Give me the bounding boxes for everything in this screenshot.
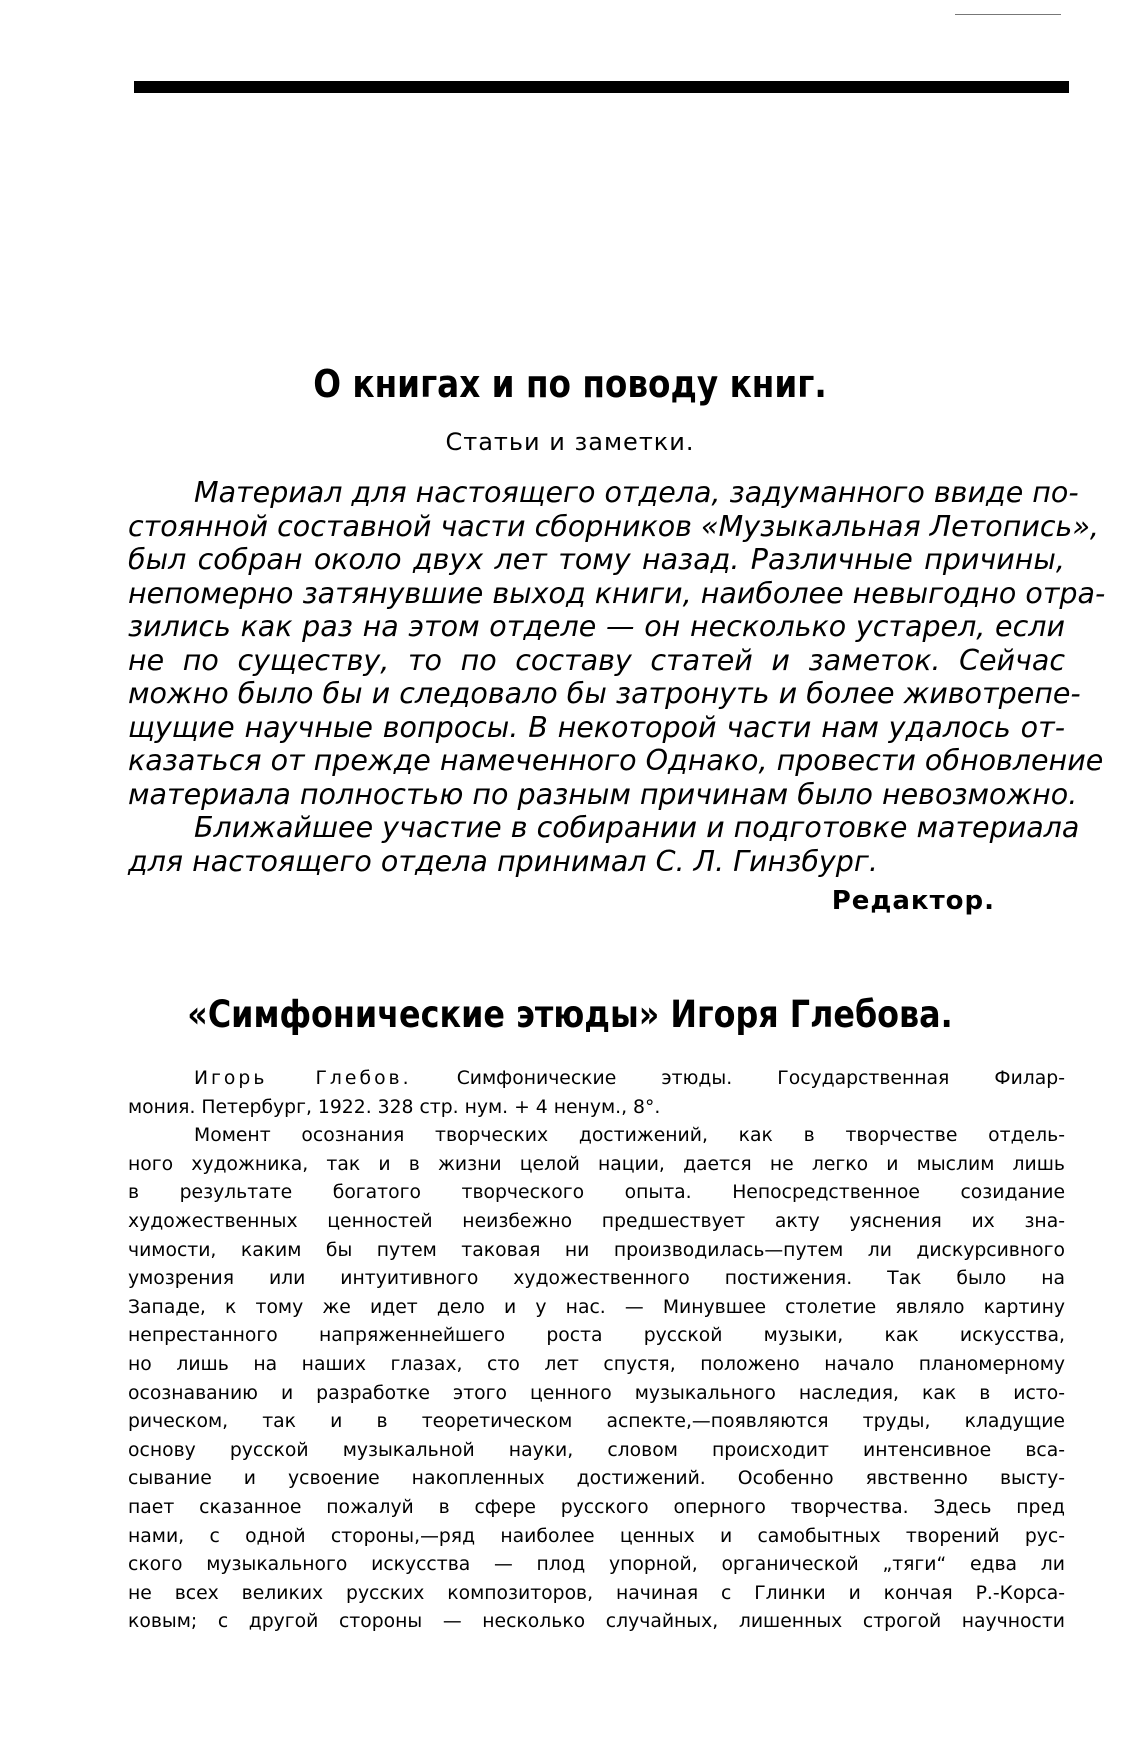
body-line: непрестанного напряженнейшего роста русской музыки, как искусства, bbox=[128, 1325, 1065, 1347]
body-line: чимости, каким бы путем таковая ни производилась—путем ли дискурсивного bbox=[128, 1239, 1065, 1261]
intro-line: Материал для настоящего отдела, задуманного ввиде по- bbox=[194, 476, 1079, 509]
body-line: но лишь на наших глазах, сто лет спустя, положено начало планомерному bbox=[128, 1353, 1065, 1375]
body-line: Западе, к тому же идет дело и у нас. — Минувшее столетие являло картину bbox=[128, 1296, 1065, 1318]
intro-line: щущие научные вопросы. В некоторой части нам удалось от- bbox=[128, 710, 1065, 744]
intro-line: казаться от прежде намеченного Однако, провести обновление bbox=[128, 744, 1104, 777]
body-line: не всех великих русских композиторов, начиная с Глинки и кончая Р.-Корса- bbox=[128, 1582, 1065, 1604]
body-line: в результате богатого творческого опыта. Непосредственное созидание bbox=[128, 1182, 1065, 1204]
editorial-note bbox=[128, 476, 1106, 878]
editor-signature: Редактор. bbox=[831, 886, 995, 916]
intro-line: для настоящего отдела принимал С. Л. Гинзбург. bbox=[128, 844, 878, 878]
intro-line: не по существу, то по составу статей и заметок. Сейчас bbox=[128, 643, 1065, 677]
intro-line: был собран около двух лет тому назад. Различные причины, bbox=[128, 543, 1065, 576]
body-line: пает сказанное пожалуй в сфере русского оперного творчества. Здесь пред bbox=[128, 1496, 1065, 1518]
citation-line: мония. Петербург, 1922. 328 стр. нум. + 4 ненум., 8°. bbox=[128, 1096, 661, 1118]
body-line: умозрения или интуитивного художественного постижения. Так было на bbox=[128, 1268, 1065, 1290]
intro-line: зились как раз на этом отделе — он несколько устарел, если bbox=[128, 610, 1065, 643]
body-line: сывание и усвоение накопленных достижений. Особенно явственно высту- bbox=[128, 1468, 1065, 1490]
intro-line: стоянной составной части сборников «Музыкальная Летопись», bbox=[128, 509, 1099, 543]
section-subtitle: Статьи и заметки. bbox=[445, 428, 695, 456]
body-line: художественных ценностей неизбежно предшествует акту уяснения их зна- bbox=[128, 1210, 1065, 1232]
intro-line: Ближайшее участие в собирании и подготовке материала bbox=[194, 811, 1080, 844]
body-line: Момент осознания творческих достижений, как в творчестве отдель- bbox=[194, 1125, 1065, 1147]
body-line: ского музыкального искусства — плод упорной, органической „тяги“ едва ли bbox=[128, 1554, 1065, 1576]
body-line: основу русской музыкальной науки, словом происходит интенсивное вса- bbox=[128, 1439, 1065, 1461]
body-line: рическом, так и в теоретическом аспекте,—появляются труды, кладущие bbox=[128, 1411, 1065, 1433]
body-line: ного художника, так и в жизни целой нации, дается не легко и мыслим лишь bbox=[128, 1153, 1065, 1175]
article-body bbox=[128, 1065, 1065, 1637]
body-line: нами, с одной стороны,—ряд наиболее ценных и самобытных творений рус- bbox=[128, 1525, 1065, 1547]
body-line: ковым; с другой стороны — несколько случайных, лишенных строгой научности bbox=[128, 1611, 1065, 1633]
citation-line bbox=[128, 1065, 1065, 1094]
intro-line: можно было бы и следовало бы затронуть и более животрепе- bbox=[128, 677, 1081, 710]
citation-text: Симфонические этюды. Государственная Филар- bbox=[456, 1068, 1065, 1089]
body-line: осознаванию и разработке этого ценного музыкального наследия, как в исто- bbox=[128, 1382, 1065, 1404]
citation-author: Игорь Глебов. bbox=[194, 1068, 412, 1089]
section-title: О книгах и по поводу книг. bbox=[313, 362, 827, 406]
article-title: «Симфонические этюды» Игоря Глебова. bbox=[187, 993, 953, 1036]
top-right-rule bbox=[955, 14, 1061, 15]
header-rule bbox=[134, 81, 1069, 93]
intro-line: непомерно затянувшие выход книги, наиболее невыгодно отра- bbox=[128, 576, 1106, 610]
intro-line: материала полностью по разным причинам было невозможно. bbox=[128, 777, 1078, 811]
